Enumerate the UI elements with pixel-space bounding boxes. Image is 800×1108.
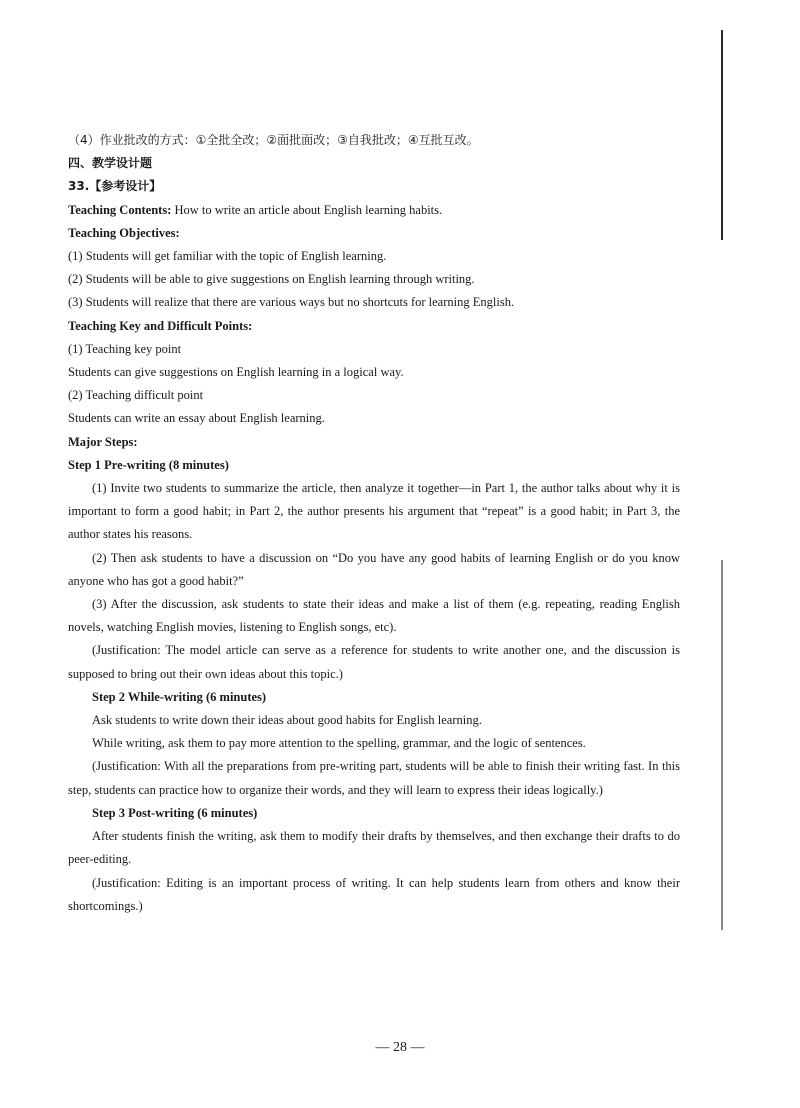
teaching-contents-text: How to write an article about English learning habits. xyxy=(171,202,443,217)
teaching-contents xyxy=(68,199,680,222)
objective-item: (3) Students will realize that there are various ways but no shortcuts for learning English. xyxy=(68,295,515,310)
step2-paragraph: While writing, ask them to pay more attention to the spelling, grammar, and the logic of sentences. xyxy=(92,736,586,751)
step2-paragraph: Ask students to write down their ideas about good habits for English learning. xyxy=(92,713,482,728)
page-number: — 28 — xyxy=(375,1040,425,1055)
objective-item: (1) Students will get familiar with the topic of English learning. xyxy=(68,249,387,264)
step1-paragraph: (1) Invite two students to summarize the article, then analyze it together—in Part 1, the author talks about why it is important to form a good habit; in Part 2, the author presents his argument that “repeat” is a good habit; in Part 3, the author states his reasons. xyxy=(68,481,680,542)
grading-methods-line: （4）作业批改的方式：①全批全改；②面批面改；③自我批改；④互批互改。 xyxy=(68,133,479,147)
teaching-contents-label: Teaching Contents: xyxy=(68,202,172,217)
key-point-label: (1) Teaching key point xyxy=(68,341,182,356)
difficult-point-label: (2) Teaching difficult point xyxy=(68,388,204,403)
major-steps-heading: Major Steps: xyxy=(68,434,138,449)
key-difficult-heading: Teaching Key and Difficult Points: xyxy=(68,318,253,333)
scan-edge-line-lower xyxy=(721,560,723,930)
difficult-point-text: Students can write an essay about English learning. xyxy=(68,411,325,426)
item-heading: 33.【参考设计】 xyxy=(68,179,162,194)
step1-heading: Step 1 Pre-writing (8 minutes) xyxy=(68,457,229,472)
step1-justification: (Justification: The model article can serve as a reference for students to write another one, and the discussion is supposed to bring out their own ideas about this topic.) xyxy=(68,643,680,681)
scan-edge-line xyxy=(721,30,723,240)
step2-justification: (Justification: With all the preparations from pre-writing part, students will be able to finish their writing fast. In this step, students can practice how to organize their words, and they will learn to express their ideas logically.) xyxy=(68,759,680,797)
objective-item: (2) Students will be able to give suggestions on English learning through writing. xyxy=(68,272,475,287)
objectives-heading: Teaching Objectives: xyxy=(68,225,180,240)
key-point-text: Students can give suggestions on English learning in a logical way. xyxy=(68,365,404,380)
step3-paragraph: After students finish the writing, ask them to modify their drafts by themselves, and then exchange their drafts to do peer-editing. xyxy=(68,829,680,867)
step3-heading: Step 3 Post-writing (6 minutes) xyxy=(92,805,258,820)
step3-justification: (Justification: Editing is an important process of writing. It can help students learn from others and know their shortcomings.) xyxy=(68,875,680,913)
section-heading: 四、教学设计题 xyxy=(68,156,153,171)
document-body xyxy=(68,129,680,918)
step2-heading: Step 2 While-writing (6 minutes) xyxy=(92,689,267,704)
step1-paragraph: (2) Then ask students to have a discussion on “Do you have any good habits of learning English or do you know anyone who has got a good habit?” xyxy=(68,550,680,588)
step1-paragraph: (3) After the discussion, ask students to state their ideas and make a list of them (e.g. repeating, reading English novels, watching English movies, listening to English songs, etc). xyxy=(68,597,680,635)
